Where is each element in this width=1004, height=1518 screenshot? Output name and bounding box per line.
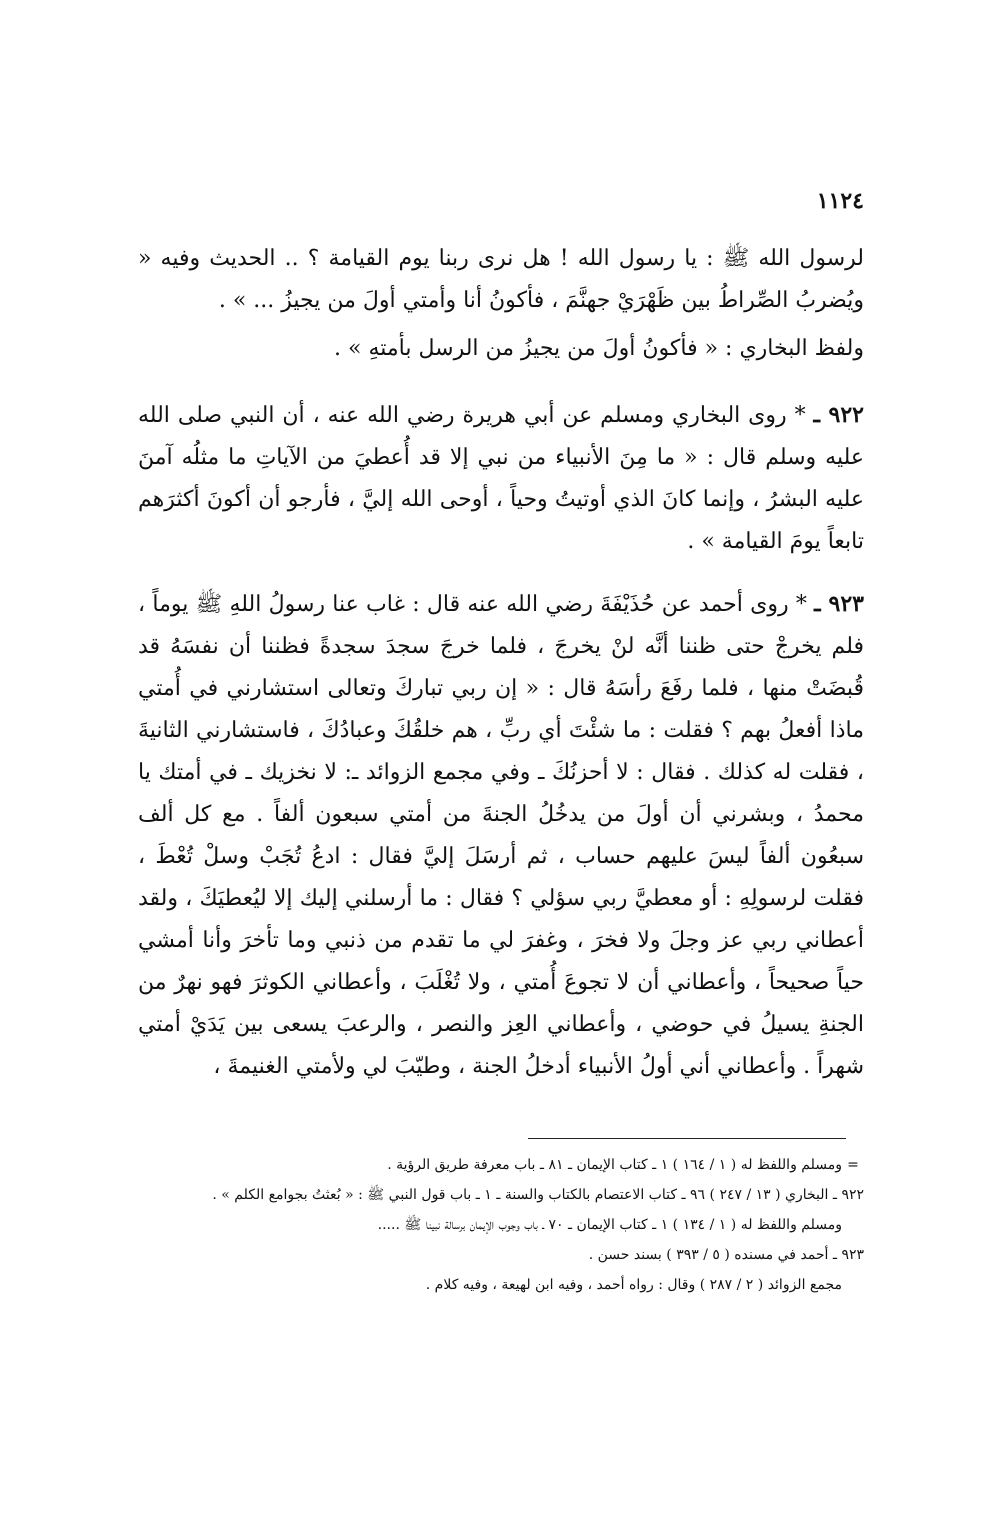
hadith-923-number: ٩٢٣ ـ xyxy=(814,591,864,617)
hadith-923 xyxy=(138,583,864,1088)
paragraph-continuation: لرسول الله ﷺ : يا رسول الله ! هل نرى ربنا يوم القيامة ؟ .. الحديث وفيه « ويُضربُ الصِّراطُ بين ظَهْرَيْ جهنَّمَ ، فأكونُ أنا وأمتي أولَ من يجيزُ ... » . xyxy=(138,246,864,313)
continuation-mark: = xyxy=(847,1157,859,1173)
footnote-923: ٩٢٣ ـ أحمد في مسنده ( ٥ / ٣٩٣ ) بسند حسن . xyxy=(588,1247,864,1263)
hadith-922-text: * روى البخاري ومسلم عن أبي هريرة رضي الله عنه ، أن النبي صلى الله عليه وسلم قال : « ما مِنَ الأنبياء من نبي إلا قد أُعطيَ من الآياتِ ما مثلُه آمنَ عليه البشرُ ، وإنما كانَ الذي أوتيتُ وحياً ، أوحى الله إليَّ ، فأرجو أن أكونَ أكثرَهم تابعاً يومَ القيامة » . xyxy=(138,403,864,554)
footnote-separator xyxy=(528,1138,846,1139)
footnote-923-zawaid: مجمع الزوائد ( ٢ / ٢٨٧ ) وقال : رواه أحمد ، وفيه ابن لهيعة ، وفيه كلام . xyxy=(425,1277,842,1293)
footnote-922: ٩٢٢ ـ البخاري ( ١٣ / ٢٤٧ ) ٩٦ ـ كتاب الاعتصام بالكتاب والسنة ـ ١ ـ باب قول النبي ﷺ : « بُعثتُ بجوامع الكلم » . xyxy=(212,1187,864,1203)
footnote-1-text: ومسلم واللفظ له ( ١ / ١٦٤ ) ١ ـ كتاب الإيمان ـ ٨١ ـ باب معرفة طريق الرؤية . xyxy=(387,1157,842,1173)
footnote-1 xyxy=(138,1152,864,1178)
page-number: ١١٢٤ xyxy=(816,188,864,214)
hadith-922-number: ٩٢٢ ـ xyxy=(813,402,864,428)
footnote-922-muslim: ومسلم واللفظ له ( ١ / ١٣٤ ) ١ ـ كتاب الإيمان ـ ٧٠ ـ باب وجوب الإيمان برسالة نبينا ﷺ ..... xyxy=(377,1217,842,1233)
hadith-922 xyxy=(138,394,864,563)
main-text xyxy=(138,238,864,1088)
paragraph-bukhari-wording: ولفظ البخاري : « فأكونُ أولَ من يجيزُ من الرسل بأمتهِ » . xyxy=(334,336,864,361)
hadith-923-text: * روى أحمد عن حُذَيْفَةَ رضي الله عنه قال : غاب عنا رسولُ اللهِ ﷺ يوماً ، فلم يخرجْ حتى ظننا أنَّه لنْ يخرجَ ، فلما خرجَ سجدَ سجدةً فظننا أن نفسَهُ قد قُبضَتْ منها ، فلما رفَعَ رأسَهُ قال : « إن ربي تباركَ وتعالى استشارني في أُمتي ماذا أفعلُ بهم ؟ فقلت : ما شئْتَ أي ربِّ ، هم خلقُكَ وعبادُكَ ، فاستشارني الثانيةَ ، فقلت له كذلك . فقال : لا أحزنُكَ ـ وفي مجمع الزوائد ـ: لا نخزيك ـ في أمتك يا محمدُ ، وبشرني أن أولَ من يدخُلُ الجنةَ من أمتي سبعون ألفاً . مع كل ألف سبعُون ألفاً ليسَ عليهم حساب ، ثم أرسَلَ إليَّ فقال : ادعُ تُجَبْ وسلْ تُعْطَ ، فقلت لرسولِهِ : أو معطيَّ ربي سؤلي ؟ فقال : ما أرسلني إليك إلا ليُعطيَكَ ، ولقد أعطاني ربي عز وجلَ ولا فخرَ ، وغفرَ لي ما تقدم من ذنبي وما تأخرَ وأنا أمشي حياً صحيحاً ، وأعطاني أن لا تجوعَ أُمتي ، ولا تُغْلَبَ ، وأعطاني الكوثرَ فهو نهرٌ من الجنةِ يسيلُ في حوضي ، وأعطاني العِز والنصر ، والرعبَ يسعى بين يَدَيْ أمتي شهراً . وأعطاني أني أولُ الأنبياء أدخلُ الجنة ، وطيّبَ لي ولأمتي الغنيمةَ ، xyxy=(138,592,864,1079)
footnotes xyxy=(138,1152,864,1302)
